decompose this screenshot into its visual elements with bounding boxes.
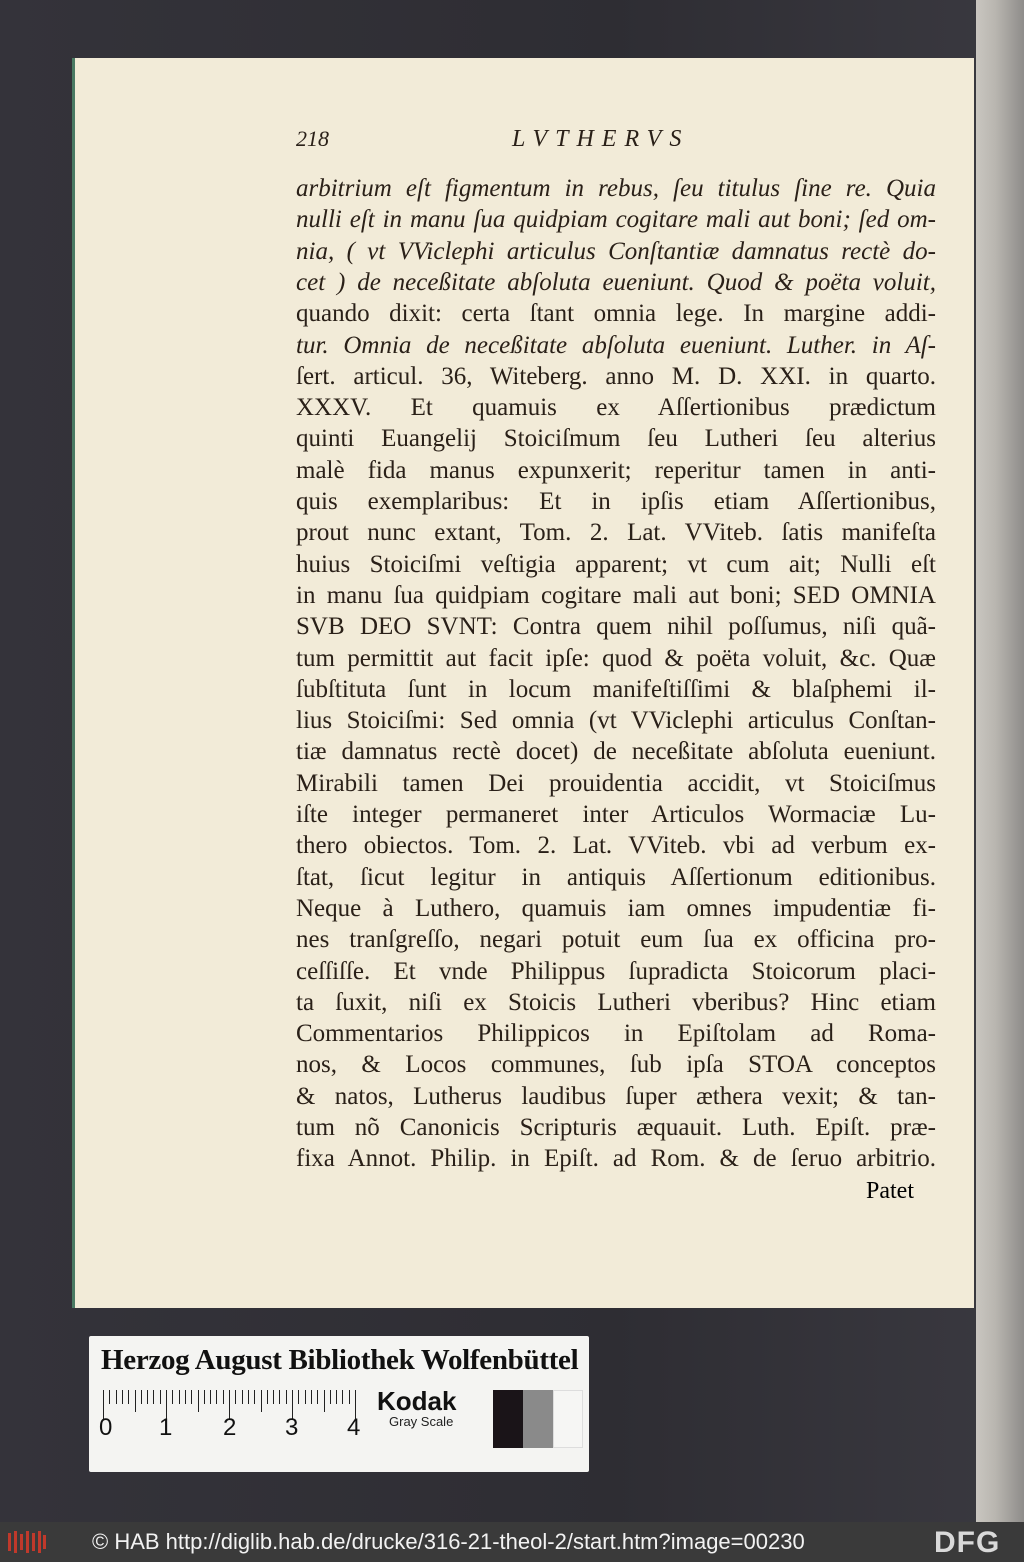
text-line: Commentarios Philippicos in Epiſtolam ad Roma- xyxy=(296,1020,936,1047)
ruler-tick xyxy=(223,1390,224,1404)
ruler-tick xyxy=(279,1390,280,1404)
ruler-tick xyxy=(273,1390,274,1404)
text-line: arbitrium eſt figmentum in rebus, ſeu titulus ſine re. Quia xyxy=(296,175,936,202)
text-line: in manu ſua quidpiam cogitare mali aut boni; SED OMNIA xyxy=(296,582,936,609)
text-line: & natos, Lutherus laudibus ſuper æthera vexit; & tan- xyxy=(296,1083,936,1110)
ruler-tick xyxy=(141,1390,142,1404)
text-line: tiæ damnatus rectè docet) de neceßitate abſoluta eueniunt. xyxy=(296,738,936,765)
ruler-tick xyxy=(191,1390,192,1404)
swatch-gray xyxy=(523,1390,553,1448)
ruler-number-4: 4 xyxy=(347,1414,361,1441)
ruler-tick xyxy=(235,1390,236,1404)
ruler-tick xyxy=(242,1390,243,1404)
text-line: tum permittit aut facit ipſe: quod & poëta voluit, &c. Quæ xyxy=(296,645,936,672)
ruler-tick xyxy=(267,1390,268,1404)
source-link[interactable]: © HAB http://diglib.hab.de/drucke/316-21-theol-2/start.htm?image=00230 xyxy=(92,1529,805,1554)
ruler-tick xyxy=(122,1390,123,1404)
ruler-tick xyxy=(305,1390,306,1404)
text-line: ceſſiſſe. Et vnde Philippus ſupradicta Stoicorum placi- xyxy=(296,958,936,985)
dfg-logo: DFG xyxy=(934,1526,1001,1559)
footer-bar xyxy=(0,1522,1024,1562)
ruler-tick xyxy=(204,1390,205,1404)
text-line: ſubſtituta ſunt in locum manifeſtiſſimi & blaſphemi il- xyxy=(296,676,936,703)
ruler-tick xyxy=(179,1390,180,1404)
text-line: prout nunc extant, Tom. 2. Lat. VViteb. ſatis manifeſta xyxy=(296,519,936,546)
ruler-tick xyxy=(210,1390,211,1404)
swatch-black xyxy=(493,1390,523,1448)
text-line: cet ) de neceßitate abſoluta eueniunt. Quod & poëta voluit, xyxy=(296,269,936,296)
ruler-tick xyxy=(342,1390,343,1404)
ruler-tick xyxy=(317,1390,318,1404)
text-line: huius Stoiciſmi veſtigia apparent; vt cum ait; Nulli eſt xyxy=(296,551,936,578)
text-line: fixa Annot. Philip. in Epiſt. ad Rom. & de ſeruo arbitrio. xyxy=(296,1145,936,1172)
ruler-tick xyxy=(198,1390,199,1412)
ruler-tick xyxy=(298,1390,299,1404)
adjacent-leaf-edge xyxy=(976,0,1024,1522)
ruler-tick xyxy=(330,1390,331,1404)
text-line: nulli eſt in manu ſua quidpiam cogitare mali aut boni; ſed om- xyxy=(296,206,936,233)
ruler-tick xyxy=(128,1390,129,1404)
running-title: LVTHERVS xyxy=(512,126,690,152)
ruler-tick xyxy=(349,1390,350,1404)
text-line: tur. Omnia de neceßitate abſoluta eueniunt. Luther. in Aſ- xyxy=(296,332,936,359)
text-line: quis exemplaribus: Et in ipſis etiam Aſſertionibus, xyxy=(296,488,936,515)
color-calibration-card xyxy=(89,1336,589,1472)
text-line: tum nõ Canonicis Scripturis æquauit. Luth. Epiſt. præ- xyxy=(296,1114,936,1141)
ruler-tick xyxy=(216,1390,217,1404)
ruler-tick xyxy=(147,1390,148,1404)
ruler-number-0: 0 xyxy=(99,1414,113,1441)
ruler-number-3: 3 xyxy=(285,1414,299,1441)
page-number: 218 xyxy=(296,126,329,151)
ruler-number-1: 1 xyxy=(159,1414,173,1441)
text-line: nos, & Locos communes, ſub ipſa STOA conceptos xyxy=(296,1051,936,1078)
ruler-tick xyxy=(116,1390,117,1404)
ruler-tick xyxy=(160,1390,161,1404)
ruler-tick xyxy=(185,1390,186,1404)
ruler-number-2: 2 xyxy=(223,1414,237,1441)
card-title: Herzog August Bibliothek Wolfenbüttel xyxy=(101,1344,579,1376)
text-line: nia, ( vt VViclephi articulus Conſtantiæ damnatus rectè do- xyxy=(296,238,936,265)
text-line: quando dixit: certa ſtant omnia lege. In margine addi- xyxy=(296,300,936,327)
ruler-tick xyxy=(324,1390,325,1412)
text-line: Neque à Luthero, quamuis iam omnes impudentiæ fi- xyxy=(296,895,936,922)
text-line: quinti Euangelij Stoiciſmum ſeu Lutheri ſeu alterius xyxy=(296,425,936,452)
text-line: lius Stoiciſmi: Sed omnia (vt VViclephi articulus Conſtan- xyxy=(296,707,936,734)
text-line: XXXV. Et quamuis ex Aſſertionibus prædictum xyxy=(296,394,936,421)
catchword: Patet xyxy=(866,1178,914,1204)
ruler-tick xyxy=(311,1390,312,1404)
text-line: nes tranſgreſſo, negari potuit eum ſua ex officina pro- xyxy=(296,926,936,953)
text-line: thero obiectos. Tom. 2. Lat. VViteb. vbi ad verbum ex- xyxy=(296,832,936,859)
text-line: ta ſuxit, niſi ex Stoicis Lutheri vberibus? Hinc etiam xyxy=(296,989,936,1016)
text-line: ſert. articul. 36, Witeberg. anno M. D. XXI. in quarto. xyxy=(296,363,936,390)
gray-scale-label: Gray Scale xyxy=(389,1414,454,1429)
ruler-tick xyxy=(261,1390,262,1412)
ruler-tick xyxy=(135,1390,136,1412)
text-line: Mirabili tamen Dei prouidentia accidit, vt Stoiciſmus xyxy=(296,770,936,797)
running-head xyxy=(296,126,936,162)
ruler-tick xyxy=(109,1390,110,1404)
swatch-white xyxy=(553,1390,583,1448)
ruler-tick xyxy=(248,1390,249,1404)
text-line: malè fida manus expunxerit; reperitur tamen in anti- xyxy=(296,457,936,484)
text-line: ſtat, ſicut legitur in antiquis Aſſertionum editionibus. xyxy=(296,864,936,891)
text-line: SVB DEO SVNT: Contra quem nihil poſſumus, niſi quã- xyxy=(296,613,936,640)
ruler-tick xyxy=(172,1390,173,1404)
ruler-tick xyxy=(336,1390,337,1404)
ruler-tick xyxy=(153,1390,154,1404)
ruler-tick xyxy=(286,1390,287,1404)
barcode-icon xyxy=(8,1531,46,1553)
kodak-logo: Kodak xyxy=(377,1386,457,1416)
ruler-tick xyxy=(254,1390,255,1404)
text-line: iſte integer permaneret inter Articulos Wormaciæ Lu- xyxy=(296,801,936,828)
